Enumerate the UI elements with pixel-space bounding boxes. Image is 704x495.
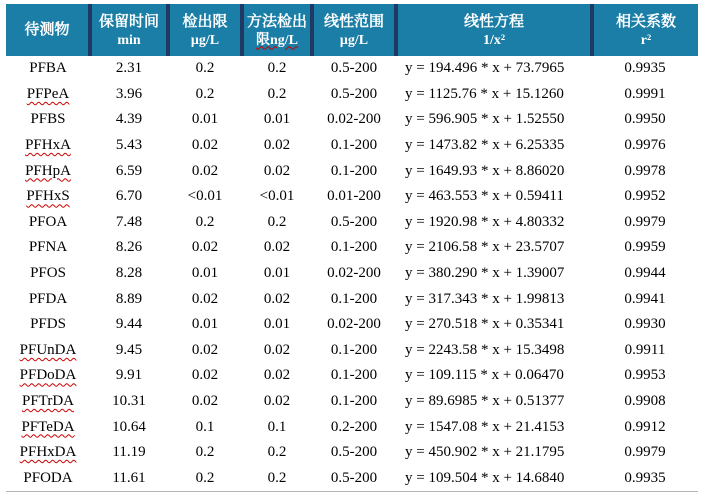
analyte-name: PFOS xyxy=(30,265,66,282)
detection-limit-cell: 0.02 xyxy=(191,367,219,384)
analyte-cell xyxy=(6,133,90,159)
retention-time-cell: 11.61 xyxy=(112,469,146,486)
method-detection-limit-cell: 0.2 xyxy=(267,469,287,486)
analyte-name: PFDA xyxy=(28,290,68,307)
analyte-name: PFTrDA xyxy=(22,393,74,410)
method-detection-limit-cell: 0.2 xyxy=(267,444,287,461)
correlation-coefficient-cell: 0.9908 xyxy=(624,393,666,410)
linear-range-cell: 0.1-200 xyxy=(330,393,378,410)
analyte-cell xyxy=(6,414,90,440)
table-row xyxy=(6,107,698,133)
method-detection-limit-cell: 0.02 xyxy=(263,341,291,358)
method-detection-limit-cell: 0.01 xyxy=(263,265,291,282)
col-header-detection-limit-unit: μg/L xyxy=(190,32,220,48)
table-row xyxy=(6,158,698,184)
analyte-name: PFBS xyxy=(30,111,66,128)
analyte-cell xyxy=(6,56,90,82)
detection-limit-cell: 0.02 xyxy=(191,239,219,256)
linear-equation-cell: y = 1649.93 * x + 8.86020 xyxy=(405,162,565,179)
linear-equation-cell: y = 109.504 * x + 14.6840 xyxy=(405,469,565,486)
correlation-coefficient-cell: 0.9959 xyxy=(624,239,666,256)
analyte-cell xyxy=(6,312,90,338)
method-detection-limit-cell: 0.02 xyxy=(263,290,291,307)
col-header-analyte-label: 待测物 xyxy=(24,21,70,38)
retention-time-cell: 11.19 xyxy=(112,444,146,461)
table-row xyxy=(6,82,698,108)
linear-range-cell: 0.02-200 xyxy=(327,111,381,128)
table-row xyxy=(6,133,698,159)
retention-time-cell: 4.39 xyxy=(115,111,143,128)
correlation-coefficient-cell: 0.9978 xyxy=(624,162,666,179)
correlation-coefficient-cell: 0.9935 xyxy=(624,469,666,486)
method-detection-limit-cell: 0.2 xyxy=(267,85,287,102)
table-row xyxy=(6,466,698,492)
linear-range-cell: 0.5-200 xyxy=(330,60,378,77)
detection-limit-cell: 0.2 xyxy=(195,213,215,230)
detection-limit-cell: 0.01 xyxy=(191,316,219,333)
analyte-name: PFPeA xyxy=(26,85,70,102)
detection-limit-cell: 0.2 xyxy=(195,469,215,486)
col-header-detection-limit-label: 检出限 xyxy=(182,12,228,30)
correlation-coefficient-cell: 0.9950 xyxy=(624,111,666,128)
linear-range-cell: 0.5-200 xyxy=(330,444,378,461)
analyte-cell xyxy=(6,184,90,210)
retention-time-cell: 6.70 xyxy=(115,188,143,205)
retention-time-cell: 9.44 xyxy=(115,316,143,333)
analyte-cell xyxy=(6,158,90,184)
correlation-coefficient-cell: 0.9979 xyxy=(624,213,666,230)
analyte-cell xyxy=(6,235,90,261)
table-row xyxy=(6,414,698,440)
analyte-name: PFTeDA xyxy=(21,418,75,435)
method-detection-limit-cell: 0.01 xyxy=(263,111,291,128)
analyte-cell xyxy=(6,107,90,133)
method-detection-limit-cell: 0.02 xyxy=(263,162,291,179)
analyte-name: PFDoDA xyxy=(19,367,77,384)
linear-range-cell: 0.5-200 xyxy=(330,85,378,102)
linear-range-cell: 0.1-200 xyxy=(330,239,378,256)
analyte-cell xyxy=(6,389,90,415)
table-row xyxy=(6,389,698,415)
method-detection-limit-cell: 0.1 xyxy=(267,418,287,435)
retention-time-cell: 10.31 xyxy=(112,393,146,410)
analyte-name: PFHxS xyxy=(26,188,70,205)
linear-equation-cell: y = 317.343 * x + 1.99813 xyxy=(405,290,565,307)
linear-range-cell: 0.2-200 xyxy=(330,418,378,435)
analyte-cell xyxy=(6,466,90,492)
analyte-name: PFDS xyxy=(30,316,66,333)
linear-range-cell: 0.02-200 xyxy=(327,316,381,333)
col-header-linear-range-label: 线性范围 xyxy=(323,12,384,30)
detection-limit-cell: 0.01 xyxy=(191,265,219,282)
col-header-linear-range-unit: μg/L xyxy=(339,32,369,48)
correlation-coefficient-cell: 0.9976 xyxy=(624,137,666,154)
analyte-name: PFNA xyxy=(28,239,68,256)
linear-equation-cell: y = 450.902 * x + 21.1795 xyxy=(405,444,565,461)
retention-time-cell: 10.64 xyxy=(112,418,146,435)
col-header-detection-limit xyxy=(168,4,242,56)
detection-limit-cell: 0.1 xyxy=(195,418,215,435)
linear-range-cell: 0.1-200 xyxy=(330,137,378,154)
col-header-analyte xyxy=(6,4,90,56)
linear-range-cell: 0.1-200 xyxy=(330,162,378,179)
table-row xyxy=(6,235,698,261)
linear-equation-cell: y = 1125.76 * x + 15.1260 xyxy=(405,85,564,102)
method-detection-limit-cell: 0.02 xyxy=(263,137,291,154)
linear-equation-cell: y = 463.553 * x + 0.59411 xyxy=(405,188,564,205)
retention-time-cell: 3.96 xyxy=(115,85,143,102)
correlation-coefficient-cell: 0.9944 xyxy=(624,265,666,282)
retention-time-cell: 9.45 xyxy=(115,341,143,358)
col-header-retention-time xyxy=(90,4,168,56)
detection-limit-cell: 0.2 xyxy=(195,444,215,461)
analyte-cell xyxy=(6,210,90,236)
linear-equation-cell: y = 2106.58 * x + 23.5707 xyxy=(405,239,565,256)
correlation-coefficient-cell: 0.9912 xyxy=(624,418,666,435)
detection-limit-cell: <0.01 xyxy=(187,188,223,205)
retention-time-cell: 6.59 xyxy=(115,162,143,179)
linear-range-cell: 0.01-200 xyxy=(327,188,381,205)
method-detection-limit-cell: 0.01 xyxy=(263,316,291,333)
linear-range-cell: 0.1-200 xyxy=(330,341,378,358)
correlation-coefficient-cell: 0.9911 xyxy=(624,341,666,358)
linear-range-cell: 0.5-200 xyxy=(330,469,378,486)
detection-limit-cell: 0.01 xyxy=(191,111,219,128)
col-header-correlation-coefficient-symbol: r² xyxy=(640,32,652,48)
analyte-cell xyxy=(6,338,90,364)
table-body xyxy=(6,56,698,491)
table-row xyxy=(6,312,698,338)
linear-range-cell: 0.1-200 xyxy=(330,290,378,307)
analyte-name: PFOA xyxy=(28,213,68,230)
method-detection-limit-cell: 0.02 xyxy=(263,367,291,384)
detection-limit-cell: 0.2 xyxy=(195,60,215,77)
col-header-retention-time-label: 保留时间 xyxy=(98,12,159,30)
correlation-coefficient-cell: 0.9952 xyxy=(624,188,666,205)
table-row xyxy=(6,210,698,236)
col-header-correlation-coefficient-label: 相关系数 xyxy=(615,12,676,30)
retention-time-cell: 8.26 xyxy=(115,239,143,256)
linear-equation-cell: y = 380.290 * x + 1.39007 xyxy=(405,265,565,282)
linear-equation-cell: y = 1473.82 * x + 6.25335 xyxy=(405,137,565,154)
analyte-name: PFHxA xyxy=(25,137,71,154)
retention-time-cell: 7.48 xyxy=(115,213,143,230)
linear-equation-cell: y = 109.115 * x + 0.06470 xyxy=(405,367,564,384)
analyte-name: PFHpA xyxy=(25,162,71,179)
linear-equation-cell: y = 89.6985 * x + 0.51377 xyxy=(405,393,565,410)
correlation-coefficient-cell: 0.9979 xyxy=(624,444,666,461)
correlation-coefficient-cell: 0.9941 xyxy=(624,290,666,307)
linear-equation-cell: y = 194.496 * x + 73.7965 xyxy=(405,60,565,77)
analyte-cell xyxy=(6,286,90,312)
retention-time-cell: 8.89 xyxy=(115,290,143,307)
detection-limit-cell: 0.02 xyxy=(191,290,219,307)
linear-equation-cell: y = 1547.08 * x + 21.4153 xyxy=(405,418,565,435)
col-header-retention-time-unit: min xyxy=(117,32,141,48)
col-header-linear-equation-weighting: 1/x² xyxy=(482,32,506,48)
table-header-row xyxy=(6,4,698,56)
detection-limit-cell: 0.02 xyxy=(191,162,219,179)
method-detection-limit-cell: 0.2 xyxy=(267,60,287,77)
retention-time-cell: 9.91 xyxy=(115,367,143,384)
table-row xyxy=(6,56,698,82)
table-row xyxy=(6,286,698,312)
col-header-linear-range xyxy=(312,4,396,56)
table-row xyxy=(6,261,698,287)
analyte-cell xyxy=(6,82,90,108)
correlation-coefficient-cell: 0.9930 xyxy=(624,316,666,333)
analyte-name: PFBA xyxy=(29,60,67,77)
detection-limit-cell: 0.02 xyxy=(191,341,219,358)
analyte-name: PFUnDA xyxy=(19,341,77,358)
col-header-method-detection-limit-unit: 限ng/L xyxy=(255,32,298,48)
detection-limit-cell: 0.02 xyxy=(191,137,219,154)
analyte-cell xyxy=(6,440,90,466)
method-detection-limit-cell: 0.2 xyxy=(267,213,287,230)
calibration-table xyxy=(6,4,698,492)
correlation-coefficient-cell: 0.9953 xyxy=(624,367,666,384)
analyte-cell xyxy=(6,363,90,389)
col-header-linear-equation xyxy=(396,4,592,56)
correlation-coefficient-cell: 0.9935 xyxy=(624,60,666,77)
analyte-name: PFODA xyxy=(23,469,73,486)
retention-time-cell: 5.43 xyxy=(115,137,143,154)
retention-time-cell: 2.31 xyxy=(115,60,143,77)
linear-range-cell: 0.1-200 xyxy=(330,367,378,384)
col-header-method-detection-limit-label: 方法检出 xyxy=(246,12,307,30)
linear-equation-cell: y = 1920.98 * x + 4.80332 xyxy=(405,213,565,230)
linear-equation-cell: y = 2243.58 * x + 15.3498 xyxy=(405,341,565,358)
col-header-correlation-coefficient xyxy=(592,4,698,56)
method-detection-limit-cell: 0.02 xyxy=(263,393,291,410)
retention-time-cell: 8.28 xyxy=(115,265,143,282)
analyte-name: PFHxDA xyxy=(19,444,77,461)
detection-limit-cell: 0.02 xyxy=(191,393,219,410)
table-row xyxy=(6,440,698,466)
table-row xyxy=(6,338,698,364)
correlation-coefficient-cell: 0.9991 xyxy=(624,85,666,102)
linear-equation-cell: y = 270.518 * x + 0.35341 xyxy=(405,316,565,333)
method-detection-limit-cell: 0.02 xyxy=(263,239,291,256)
method-detection-limit-cell: <0.01 xyxy=(259,188,295,205)
col-header-linear-equation-label: 线性方程 xyxy=(463,12,524,30)
linear-range-cell: 0.5-200 xyxy=(330,213,378,230)
table-row xyxy=(6,184,698,210)
analyte-cell xyxy=(6,261,90,287)
linear-equation-cell: y = 596.905 * x + 1.52550 xyxy=(405,111,565,128)
table-row xyxy=(6,363,698,389)
linear-range-cell: 0.02-200 xyxy=(327,265,381,282)
detection-limit-cell: 0.2 xyxy=(195,85,215,102)
col-header-method-detection-limit xyxy=(242,4,312,56)
